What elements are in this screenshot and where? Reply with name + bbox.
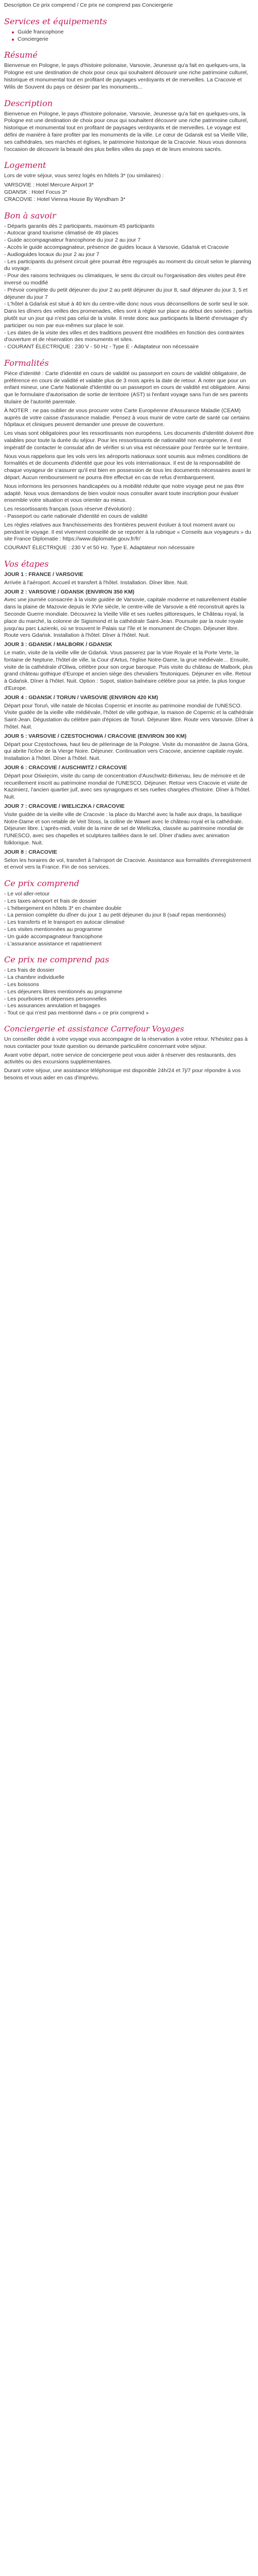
day-title: JOUR 6 : CRACOVIE / AUSCHWITZ / CRACOVIE bbox=[4, 764, 127, 771]
day-block bbox=[4, 694, 254, 731]
excluded-item: - Tout ce qui n'est pas mentionné dans « ce prix comprend » bbox=[4, 1010, 149, 1016]
included-item: - La pension complète du dîner du jour 1 au petit déjeuner du jour 8 (sauf repas mentionnés) bbox=[4, 912, 226, 919]
excluded-item: - Les assurances annulation et bagages bbox=[4, 1003, 101, 1009]
day-block bbox=[4, 641, 254, 692]
prix-comprend-list bbox=[4, 891, 254, 947]
conciergerie-paragraph: Un conseiller dédié à votre voyage vous accompagne de la réservation à votre retour. N'hésitez pas à nous contacter pour toute question ou demande particulière concernant votre séjour. bbox=[4, 1036, 248, 1049]
day-text: Selon les horaires de vol, transfert à l'aéroport de Cracovie. Assistance aux formalités d'enregistrement et envol vers la France. Fin de nos services. bbox=[4, 857, 251, 871]
info-item: - COURANT ÉLECTRIQUE : 230 V - 50 Hz - Type E - Adaptateur non nécessaire bbox=[4, 344, 199, 350]
day-block bbox=[4, 571, 254, 587]
day-block bbox=[4, 733, 254, 762]
service-item: Guide francophone bbox=[18, 29, 254, 36]
day-title: JOUR 5 : VARSOVIE / CZESTOCHOWA / CRACOVIE (ENVIRON 300 KM) bbox=[4, 733, 187, 739]
hotel-item: CRACOVIE : Hotel Vienna House By Wyndham 3* bbox=[4, 196, 125, 202]
info-item: - Guide accompagnateur francophone du jour 2 au jour 7 bbox=[4, 237, 141, 244]
excluded-item: - Les pourboires et dépenses personnelles bbox=[4, 995, 107, 1002]
bon-a-savoir-list bbox=[4, 223, 254, 351]
formalites-title: Formalités bbox=[4, 358, 49, 368]
info-item: - Accès le guide accompagnateur, présence de guides locaux à Varsovie, Gdańsk et Cracovie bbox=[4, 244, 229, 250]
logement-text: Lors de votre séjour, vous serez logés en hôtels 3* (ou similaires) : bbox=[4, 173, 164, 179]
formalites-paragraph: - Passeport ou carte nationale d'identité en cours de validité bbox=[4, 513, 148, 520]
info-item: - Prévoir complète du petit déjeuner du jour 2 au petit déjeuner du jour 8, sauf déjeuner du jour 3, 5 et déjeuner du jour 7 bbox=[4, 286, 248, 300]
description-title: Description bbox=[4, 98, 53, 108]
resume-text: Bienvenue en Pologne, le pays d'histoire polonaise, Varsovie, Jeunesse qu'a fait en quelques-uns, la Pologne est une destination de choix pour ceux qui souhaitent découvrir une riche patrimoine culturel, historique et monumental tout en profitant de paysages verdoyants et de merveilles. La Cracovie et Wilis de Souvent du pays ce désirer par les monuments... bbox=[4, 62, 248, 90]
conciergerie-title: Conciergerie et assistance Carrefour Voyages bbox=[4, 1024, 184, 1034]
included-item: - Les visites mentionnées au programme bbox=[4, 926, 102, 933]
info-item: - Pour des raisons techniques ou climatiques, le sens du circuit ou l'organisation des visites peut être inversé ou modifié bbox=[4, 273, 246, 286]
services-list bbox=[4, 29, 254, 43]
excluded-item: - Les déjeuners libres mentionnés au programme bbox=[4, 988, 122, 995]
included-item: - Les transferts et le transport en autocar climatisé bbox=[4, 919, 125, 926]
day-text: Le matin, visite de la vieille ville de Gdańsk. Vous passerez par la Voie Royale et la Porte Verte, la fontaine de Neptune, l'hôtel de ville, la Cour d'Artus, l'église Notre-Dame, la grue médiévale… Ensuite, visite de la cathédrale d'Oliwa, célèbre pour son orgue baroque. Puis visite du château de Malbork, plus grand château gothique d'Europe et ancien siège des chevaliers Teutoniques. Déjeuner en ville. Retour à Gdańsk. Dîner à l'hôtel. Nuit. Option : Sopot, station balnéaire célèbre pour sa jetée, la plus longue d'Europe. bbox=[4, 649, 253, 691]
formalites-paragraph: Nous informons les personnes handicapées ou à mobilité réduite que notre voyage peut ne pas être adapté. Nous vous demandons de bien vouloir nous consulter avant toute inscription pour évaluer ensemble votre situation et vous orienter au mieux. bbox=[4, 483, 244, 504]
day-title: JOUR 4 : GDANSK / TORUN / VARSOVIE (ENVIRON 420 KM) bbox=[4, 694, 158, 701]
service-item: Conciergerie bbox=[18, 36, 254, 43]
day-title: JOUR 7 : CRACOVIE / WIELICZKA / CRACOVIE bbox=[4, 803, 125, 809]
hotel-list bbox=[4, 182, 254, 203]
formalites-paragraph: Les ressortissants français (sous réserve d'évolution) : bbox=[4, 506, 135, 513]
included-item: - L'assurance assistance et rapatriement bbox=[4, 940, 102, 947]
day-title: JOUR 3 : GDANSK / MALBORK / GDANSK bbox=[4, 641, 112, 648]
day-text: Arrivée à l'aéroport. Accueil et transfert à l'hôtel. Installation. Dîner libre. Nuit. bbox=[4, 579, 189, 586]
prix-comprend-title: Ce prix comprend bbox=[4, 878, 79, 889]
day-text: Départ pour Toruń, ville natale de Nicolas Copernic et inscrite au patrimoine mondial de l'UNESCO. Visite guidée de la vieille ville médiévale, l'hôtel de ville gothique, la maison de Copernic et la cathédrale Saint-Jean. Dégustation du célèbre pain d'épices de Toruń. Déjeuner libre. Route vers Varsovie. Dîner à l'hôtel. Nuit. bbox=[4, 702, 254, 730]
conciergerie-paragraph: Durant votre séjour, une assistance téléphonique est disponible 24h/24 et 7j/7 pour répondre à vos besoins et vous aider en cas d'imprévu. bbox=[4, 1067, 241, 1081]
description-text: Bienvenue en Pologne, le pays d'histoire polonaise, Varsovie, Jeunesse qu'a fait en quelques-uns, la Pologne est une destination de choix pour ceux qui souhaitent découvrir une riche patrimoine culturel, historique et monumental tout en profitant de paysages verdoyants et de merveilles. Le voyage est défini de manière à faire profiter par les monuments de la ville. Le cœur de Gdansk est sa Vieille Ville, ses cathédrales, ses marchés et églises, le patrimoine historique de la Cracovie. Nous vous donnons l'occasion de découvrir la beauté des plus belles villes du pays et de leurs environs sacrés. bbox=[4, 110, 248, 152]
conciergerie-paragraph: Avant votre départ, notre service de conciergerie peut vous aider à réserver des restaurants, des activités ou des excursions supplémentaires. bbox=[4, 1052, 236, 1065]
logement-title: Logement bbox=[4, 160, 46, 171]
day-block bbox=[4, 803, 254, 847]
resume-title: Résumé bbox=[4, 50, 38, 60]
trip-page bbox=[0, 0, 258, 1087]
info-item: - L'hôtel à Gdańsk est situé à 40 km du centre-ville donc nous vous déconseillons de sortir seul le soir. Dans les dîners des veilles des promenades, elles sont à régler sur place au début des soirées ; parfois plutôt sur un jour qui n'est pas celui de la visite. Il reste donc aux participants la liberté d'envisager d'y participer ou non par eux-mêmes sur place le soir. bbox=[4, 301, 252, 329]
info-item: - Autocar grand tourisme climatisé de 49 places bbox=[4, 230, 119, 236]
hotel-item: VARSOVIE : Hotel Mercure Airport 3* bbox=[4, 182, 94, 189]
day-block bbox=[4, 765, 254, 801]
prix-ne-comprend-list bbox=[4, 967, 254, 1017]
etapes-title: Vos étapes bbox=[4, 559, 49, 569]
formalites-paragraph: À NOTER : ne pas oublier de vous procurer votre Carte Européenne d'Assurance Maladie (CEAM) auprès de votre caisse d'assurance maladie. Pensez à vous munir de votre carte de santé car certains hôpitaux et cliniques peuvent demander une preuve de couverture. bbox=[4, 407, 250, 428]
services-title: Services et équipements bbox=[4, 16, 107, 26]
formalites-paragraph: Les visas sont obligatoires pour les ressortissants non européens. Les documents d'identité doivent être valables pour toute la durée du séjour. Pour les ressortissants de nationalité non européenne, il est impératif de contacter le consulat afin de vérifier si un visa est nécessaire pour l'entrée sur le territoire. bbox=[4, 430, 254, 451]
day-text: Départ pour Częstochowa, haut lieu de pèlerinage de la Pologne. Visite du monastère de Jasna Góra, qui abrite l'icône de la Vierge Noire. Déjeuner. Continuation vers Cracovie, ancienne capitale royale. Installation à l'hôtel. Dîner à l'hôtel. Nuit. bbox=[4, 741, 249, 762]
included-item: - Les taxes aéroport et frais de dossier bbox=[4, 897, 97, 904]
day-title: JOUR 8 : CRACOVIE bbox=[4, 849, 57, 855]
formalites-paragraph: Pièce d'identité : Carte d'identité en cours de validité ou passeport en cours de validité obligatoire, de préférence en cours de validité et valable plus de 3 mois après la date de retour. À noter que pour un enfant mineur, une Carte Nationale d'Identité ou un passeport en cours de validité est obligatoire. Ainsi que le formulaire d'autorisation de sortie de territoire (AST) si l'enfant voyage sans l'un de ses parents titulaire de l'autorité parentale. bbox=[4, 370, 250, 405]
day-text: Avec une journée consacrée à la visite guidée de Varsovie, capitale moderne et naturellement établie dans la plaine de Mazovie depuis le XVIe siècle, le centre-ville de Varsovie a été reconstruit après la Seconde Guerre mondiale. Découvrez la Vieille Ville et ses ruelles pittoresques, le Château royal, la place du marché, la colonne de Sigismond et la cathédrale Saint-Jean. Poursuite par la route royale jusqu'au parc Łazienki, où se trouvent le Palais sur l'île et le monument de Chopin. Déjeuner libre. Route vers Gdańsk. Installation à l'hôtel. Dîner à l'hôtel. Nuit. bbox=[4, 597, 247, 639]
info-item: - Départs garantis dès 2 participants, maximum 45 participants bbox=[4, 223, 155, 229]
excluded-item: - Les frais de dossier bbox=[4, 967, 55, 974]
included-item: - Le vol aller-retour bbox=[4, 891, 50, 897]
included-item: - L'hébergement en hôtels 3* en chambre double bbox=[4, 905, 122, 911]
formalites-paragraph: COURANT ÉLECTRIQUE : 230 V et 50 Hz. Type E. Adaptateur non nécessaire bbox=[4, 545, 195, 551]
hotel-item: GDANSK : Hotel Focus 3* bbox=[4, 189, 67, 195]
day-text: Visite guidée de la vieille ville de Cracovie : la place du Marché avec la halle aux draps, la basilique Notre-Dame et son retable de Veit Stoss, la colline de Wawel avec le château royal et la cathédrale. Déjeuner libre. L'après-midi, visite de la mine de sel de Wieliczka, classée au patrimoine mondial de l'UNESCO, avec ses chapelles et sculptures taillées dans le sel. Dîner d'adieu avec animation folklorique. Nuit. bbox=[4, 811, 244, 846]
day-title: JOUR 1 : FRANCE / VARSOVIE bbox=[4, 571, 84, 578]
formalites-paragraph: Nous vous rappelons que les vols vers les aéroports nationaux sont soumis aux mêmes conditions de formalités et de documents d'identité que pour les vols internationaux. Il est de la responsabilité de chaque voyageur de s'assurer qu'il est bien en possession de tous les documents nécessaires avant le départ. Aucun remboursement ne pourra être effectué en cas de refus d'embarquement. bbox=[4, 453, 251, 481]
bon-a-savoir-title: Bon à savoir bbox=[4, 210, 56, 221]
day-title: JOUR 2 : VARSOVIE / GDANSK (ENVIRON 350 KM) bbox=[4, 588, 135, 595]
formalites-paragraph: Les règles relatives aux franchissements des frontières peuvent évoluer à tout moment avant ou pendant le voyage. Il est vivement conseillé de se reporter à la rubrique « Conseils aux voyageurs » du site France Diplomatie : https://www.diplomatie.gouv.fr/fr/ bbox=[4, 521, 251, 543]
info-item: - Les participants du présent circuit gère pourrait être regroupés au moment du circuit selon le planning du voyage. bbox=[4, 258, 251, 272]
included-item: - Un guide accompagnateur francophone bbox=[4, 933, 103, 940]
page-intro: Description Ce prix comprend / Ce prix ne comprend pas Conciergerie bbox=[4, 2, 173, 8]
day-text: Départ pour Oświęcim, visite du camp de concentration d'Auschwitz-Birkenau, lieu de mémoire et de recueillement inscrit au patrimoine mondial de l'UNESCO. Déjeuner. Retour vers Cracovie et visite de Kazimierz, l'ancien quartier juif, avec ses synagogues et ses ruelles chargées d'histoire. Dîner à l'hôtel. Nuit. bbox=[4, 772, 251, 801]
itinerary bbox=[4, 571, 254, 871]
day-block bbox=[4, 849, 254, 871]
excluded-item: - La chambre individuelle bbox=[4, 974, 64, 981]
info-item: - Audioguides locaux du jour 2 au jour 7 bbox=[4, 251, 100, 258]
prix-ne-comprend-title: Ce prix ne comprend pas bbox=[4, 955, 109, 965]
info-item: - Les dates de la visite des villes et des traditions peuvent être modifiées en fonction des contraintes d'ouverture et de réservation des monuments et sites. bbox=[4, 329, 245, 343]
day-block bbox=[4, 589, 254, 640]
excluded-item: - Les boissons bbox=[4, 981, 39, 988]
